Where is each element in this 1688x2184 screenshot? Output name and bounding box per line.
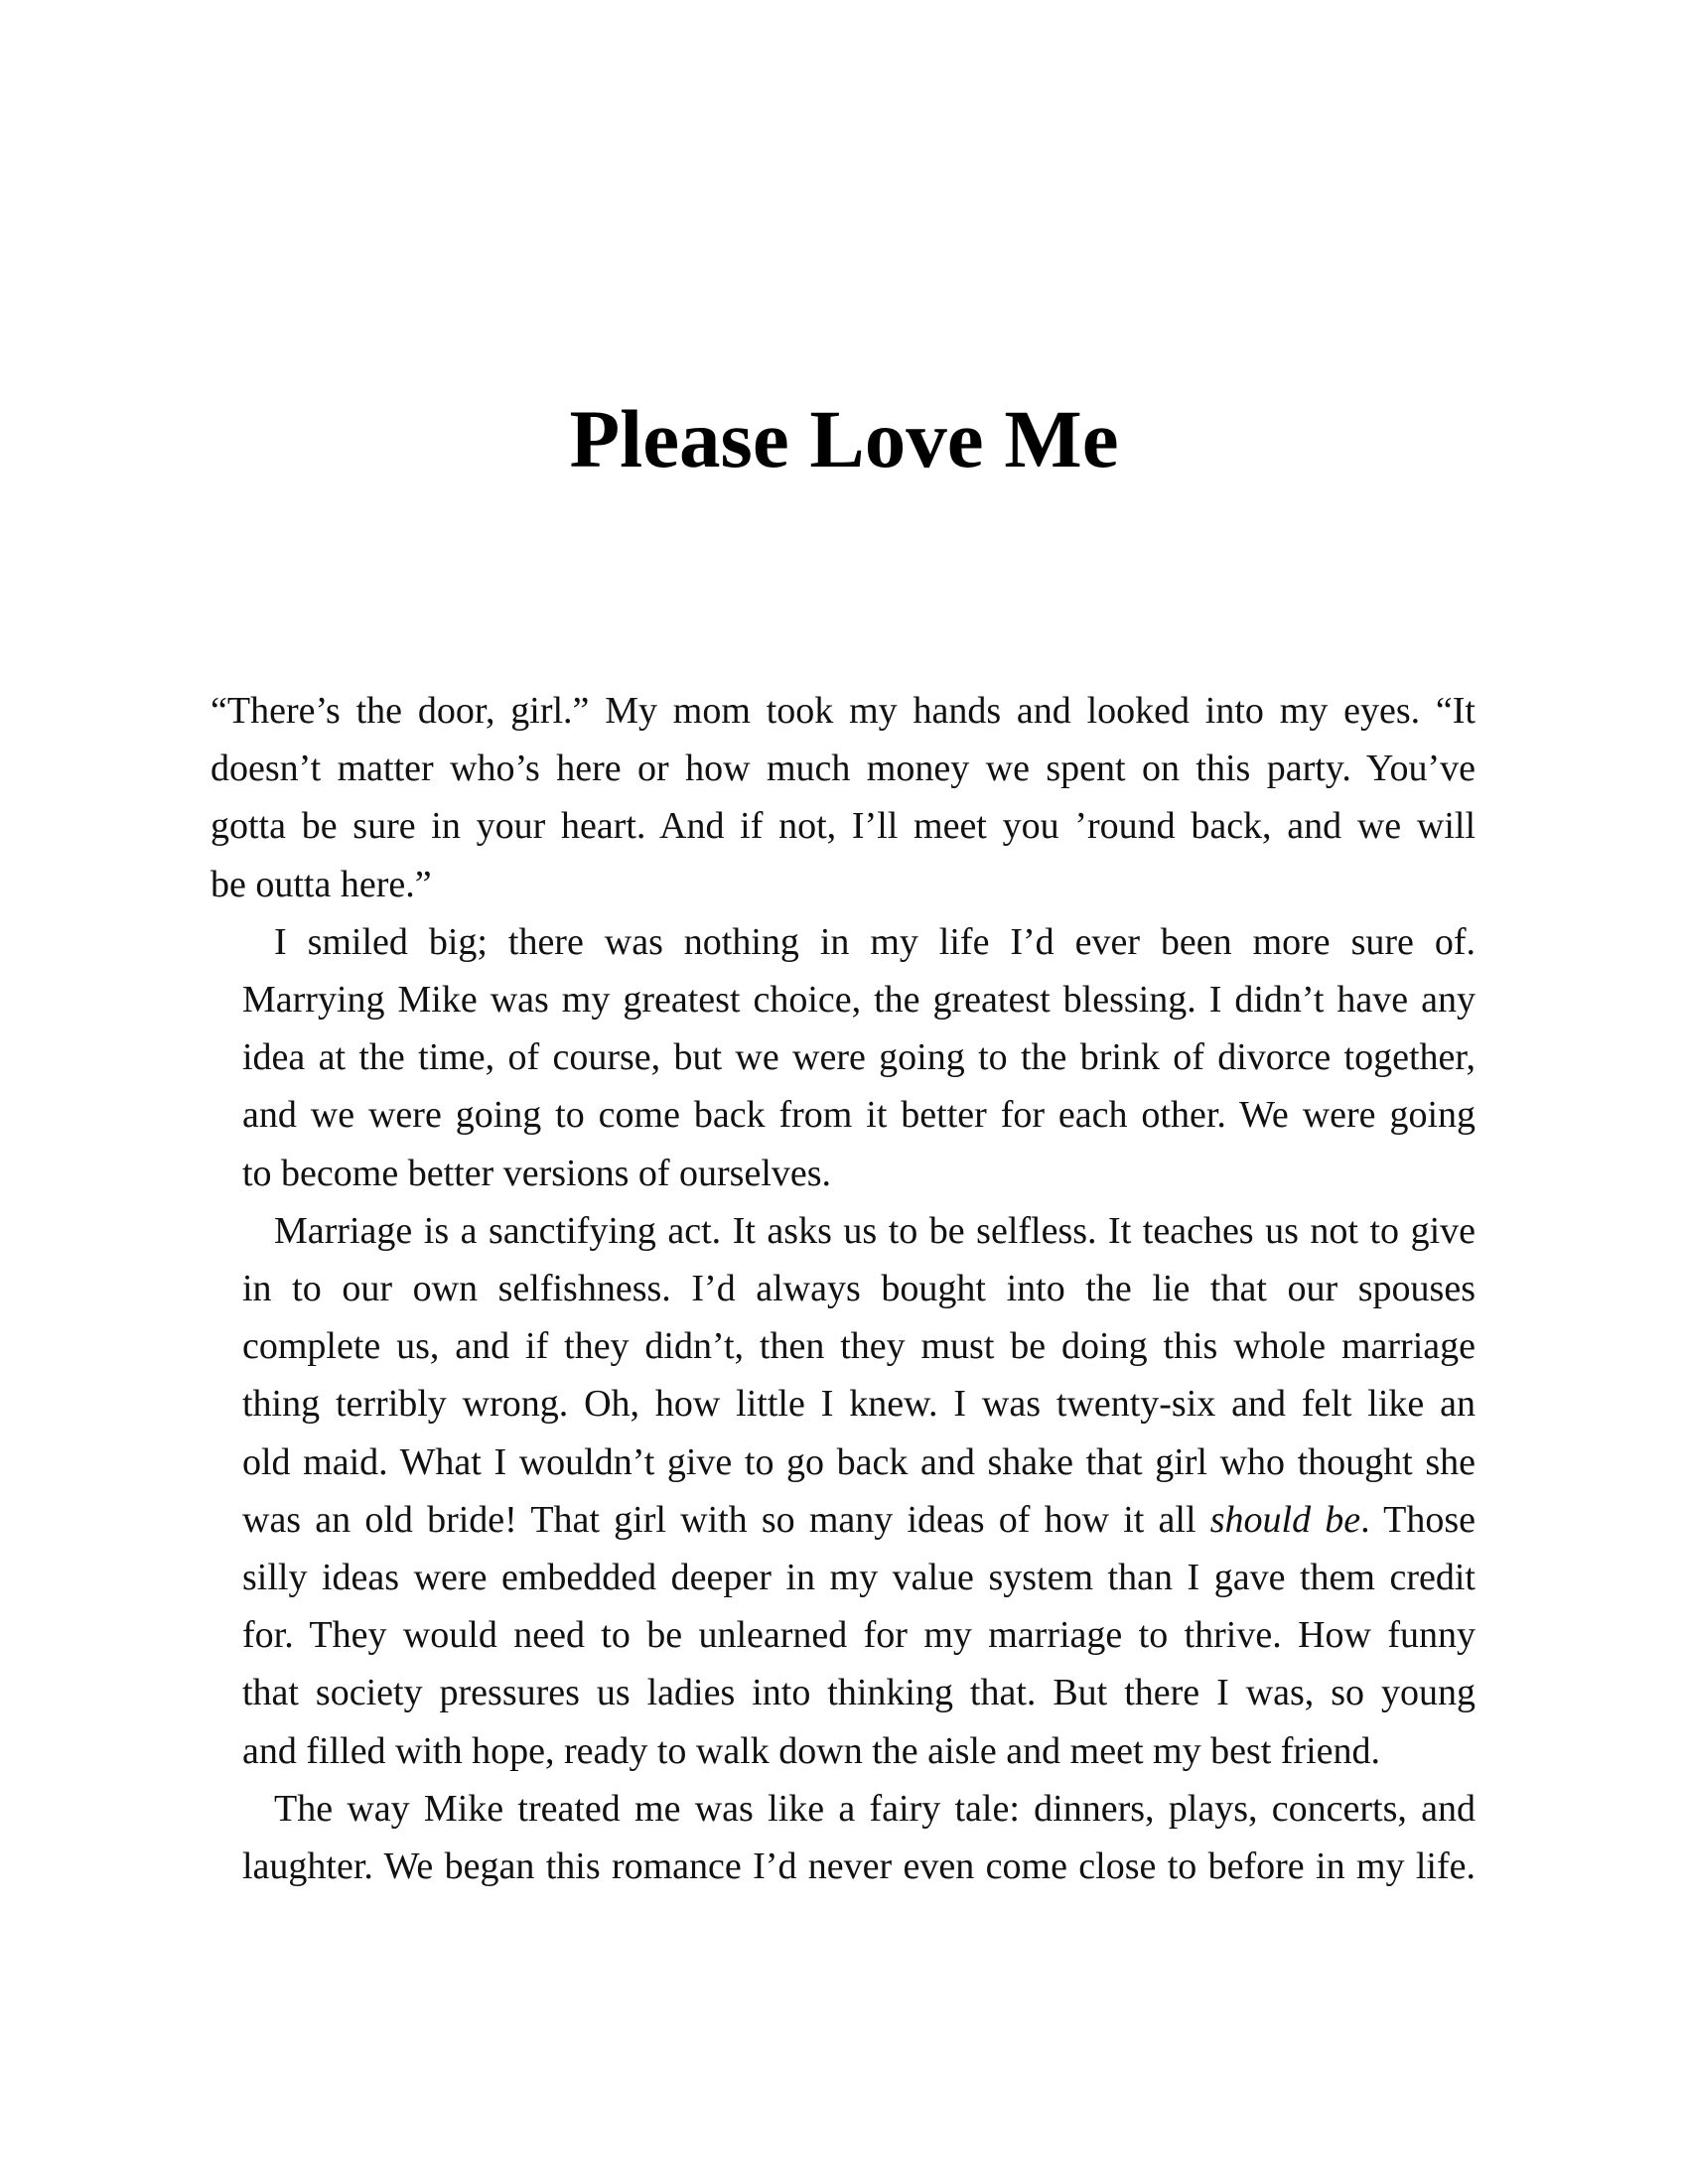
text-line: laughter. We began this romance I’d never even come close to before in my life. bbox=[242, 1845, 1476, 1888]
text-segment: . Those bbox=[1360, 1498, 1476, 1541]
chapter-body bbox=[211, 682, 1476, 1895]
paragraph-2 bbox=[211, 913, 1476, 1202]
text-line: and we were going to come back from it better for each other. We were going bbox=[242, 1094, 1476, 1137]
text-line: doesn’t matter who’s here or how much money we spent on this party. You’ve bbox=[211, 748, 1476, 790]
text-line: for. They would need to be unlearned for my marriage to thrive. How funny bbox=[242, 1614, 1476, 1657]
text-line-with-emphasis bbox=[211, 1491, 1476, 1549]
text-line: thing terribly wrong. Oh, how little I knew. I was twenty-six and felt like an bbox=[242, 1383, 1476, 1426]
paragraph-4 bbox=[211, 1780, 1476, 1895]
text-line: Marrying Mike was my greatest choice, the greatest blessing. I didn’t have any bbox=[242, 979, 1476, 1022]
text-segment: was an old bride! That girl with so many ideas of how it all bbox=[242, 1498, 1210, 1541]
chapter-title: Please Love Me bbox=[569, 393, 1119, 484]
text-line: and filled with hope, ready to walk down the aisle and meet my best friend. bbox=[242, 1729, 1381, 1772]
text-line: be outta here.” bbox=[211, 863, 432, 905]
text-line: idea at the time, of course, but we were going to the brink of divorce together, bbox=[242, 1036, 1476, 1079]
text-line: I smiled big; there was nothing in my life I’d ever been more sure of. bbox=[274, 920, 1476, 963]
text-line: in to our own selfishness. I’d always bought into the lie that our spouses bbox=[242, 1268, 1476, 1310]
text-line: gotta be sure in your heart. And if not, I’ll meet you ’round back, and we will bbox=[211, 805, 1476, 848]
text-line: complete us, and if they didn’t, then they must be doing this whole marriage bbox=[242, 1325, 1476, 1368]
text-line: silly ideas were embedded deeper in my value system than I gave them credit bbox=[242, 1557, 1476, 1599]
text-line: to become better versions of ourselves. bbox=[242, 1152, 832, 1194]
text-line: Marriage is a sanctifying act. It asks us to be selfless. It teaches us not to give bbox=[274, 1209, 1476, 1252]
text-line: that society pressures us ladies into thinking that. But there I was, so young bbox=[242, 1672, 1476, 1714]
emphasis-text: should be bbox=[1209, 1498, 1361, 1541]
text-line: “There’s the door, girl.” My mom took my hands and looked into my eyes. “It bbox=[211, 690, 1476, 732]
text-line: old maid. What I wouldn’t give to go back and shake that girl who thought she bbox=[242, 1440, 1476, 1483]
paragraph-1 bbox=[211, 682, 1476, 913]
text-line: The way Mike treated me was like a fairy tale: dinners, plays, concerts, and bbox=[274, 1787, 1476, 1830]
paragraph-3 bbox=[211, 1202, 1476, 1780]
